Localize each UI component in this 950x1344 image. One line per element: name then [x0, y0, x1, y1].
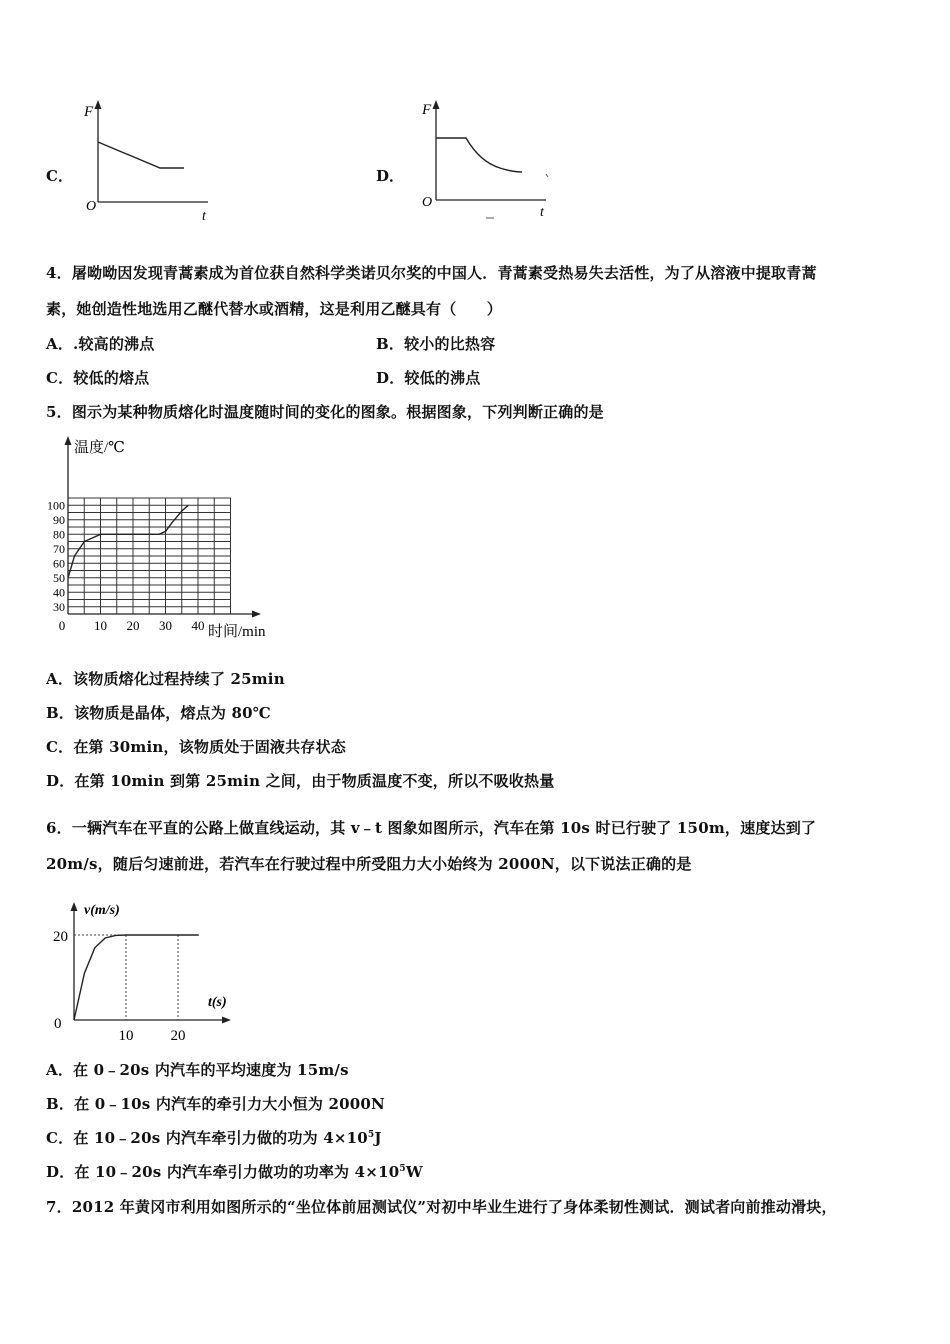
c-x-label: t [202, 209, 206, 224]
d-origin: O [422, 195, 433, 210]
q5-x-tick-label: 20 [126, 618, 140, 633]
q4-option-d: D．较低的沸点 [376, 369, 481, 387]
q6-y-tick-label: 20 [53, 929, 68, 945]
q6-stem-line2: 20m/s，随后匀速前进，若汽车在行驶过程中所受阻力大小始终为 2000N，以下说法正确的是 [46, 855, 692, 873]
q3-option-c-label: C． [46, 167, 73, 185]
q5-x-label: 时间/min [208, 624, 266, 640]
q7-stem-line1: 7．2012 年黄冈市利用如图所示的“坐位体前屈测试仪”对初中毕业生进行了身体柔韧性测试．测试者向前推动滑块， [46, 1198, 837, 1216]
c-curve [98, 142, 184, 168]
q6-option-c-unit: J [374, 1129, 382, 1147]
q4-option-b: B．较小的比热容 [376, 335, 496, 353]
q6-option-d-unit: W [405, 1163, 423, 1181]
q6-option-b-text: B．在 0﹣10s 内汽车的牵引力大小恒为 2000N [46, 1095, 385, 1113]
q4-stem-line2: 素，她创造性地选用乙醚代替水或酒精，这是利用乙醚具有（ ） [46, 300, 503, 318]
q3-option-d-graph [420, 96, 560, 224]
q6-option-c [46, 1127, 382, 1148]
q5-y-tick-label: 40 [53, 585, 65, 600]
c-y-arrow [95, 100, 102, 109]
q5-y-tick-label: 70 [53, 541, 65, 556]
q4-option-a: A．.较高的沸点 [46, 335, 155, 353]
q6-option-c-text: C．在 10﹣20s 内汽车牵引力做的功为 4×10 [46, 1129, 368, 1147]
q5-x-tick-label: 40 [191, 618, 205, 633]
q5-y-tick-label: 60 [53, 556, 65, 571]
q6-series-line [74, 935, 199, 1020]
q6-option-c-exponent: 5 [367, 1130, 375, 1140]
d-y-label: F [422, 102, 432, 118]
c-y-label: F [84, 104, 94, 120]
q5-y-tick-label: 80 [53, 527, 65, 542]
q5-x-tick-label: 0 [58, 618, 66, 633]
q5-x-tick-label: 10 [94, 618, 107, 633]
q5-option-d: D．在第 10min 到第 25min 之间，由于物质温度不变，所以不吸收热量 [46, 772, 555, 790]
q5-y-tick-label: 50 [53, 570, 65, 585]
q6-y-label: v(m/s) [84, 903, 120, 918]
q6-option-d-exponent: 5 [399, 1164, 406, 1174]
c-origin: O [86, 199, 97, 214]
q4-option-c: C．较低的熔点 [46, 369, 150, 387]
d-curve [436, 138, 522, 172]
q6-stem-line1: 6．一辆汽车在平直的公路上做直线运动，其 v﹣t 图象如图所示，汽车在第 10s 时已行驶了 150m，速度达到了 [46, 819, 817, 837]
q6-option-b [46, 1093, 385, 1114]
q6-x-tick-label: 10 [118, 1028, 134, 1044]
q6-x-label: t(s) [208, 995, 227, 1010]
q6-option-d [46, 1161, 423, 1182]
q6-velocity-chart [40, 896, 240, 1044]
d-y-arrow [433, 100, 440, 109]
q5-y-tick-label: 100 [47, 498, 65, 513]
q6-option-d-text: D．在 10﹣20s 内汽车牵引力做功的功率为 4×10 [46, 1163, 400, 1181]
q5-y-tick-label: 30 [53, 599, 65, 614]
q5-y-label: 温度/℃ [74, 440, 125, 456]
q5-grid [68, 498, 231, 614]
d-x-label: t [540, 205, 544, 220]
q5-x-tick-label: 30 [159, 618, 172, 633]
q3-option-d-label: D． [376, 167, 405, 185]
q4-stem-line1: 4．屠呦呦因发现青蒿素成为首位获自然科学类诺贝尔奖的中国人．青蒿素受热易失去活性，为了从溶液中提取青蒿 [46, 264, 817, 282]
q6-option-a-text: A．在 0﹣20s 内汽车的平均速度为 15m/s [46, 1061, 349, 1079]
q6-x-arrow [222, 1017, 231, 1024]
q5-option-b: B．该物质是晶体，熔点为 80℃ [46, 704, 271, 722]
d-scan-dot [546, 174, 548, 177]
q6-y-arrow [71, 902, 78, 911]
q5-y-arrow [65, 436, 72, 445]
q5-x-arrow [252, 611, 261, 618]
q5-option-a: A．该物质熔化过程持续了 25min [46, 670, 285, 688]
q5-y-tick-label: 90 [53, 512, 65, 527]
q5-stem: 5．图示为某种物质熔化时温度随时间的变化的图象。根据图象，下列判断正确的是 [46, 403, 604, 421]
q6-origin: 0 [54, 1016, 62, 1032]
q3-option-c-graph [78, 98, 218, 224]
q5-temperature-chart [40, 432, 290, 646]
q5-option-c: C．在第 30min，该物质处于固液共存状态 [46, 738, 346, 756]
q6-x-tick-label: 20 [170, 1028, 186, 1044]
q6-option-a [46, 1059, 349, 1080]
